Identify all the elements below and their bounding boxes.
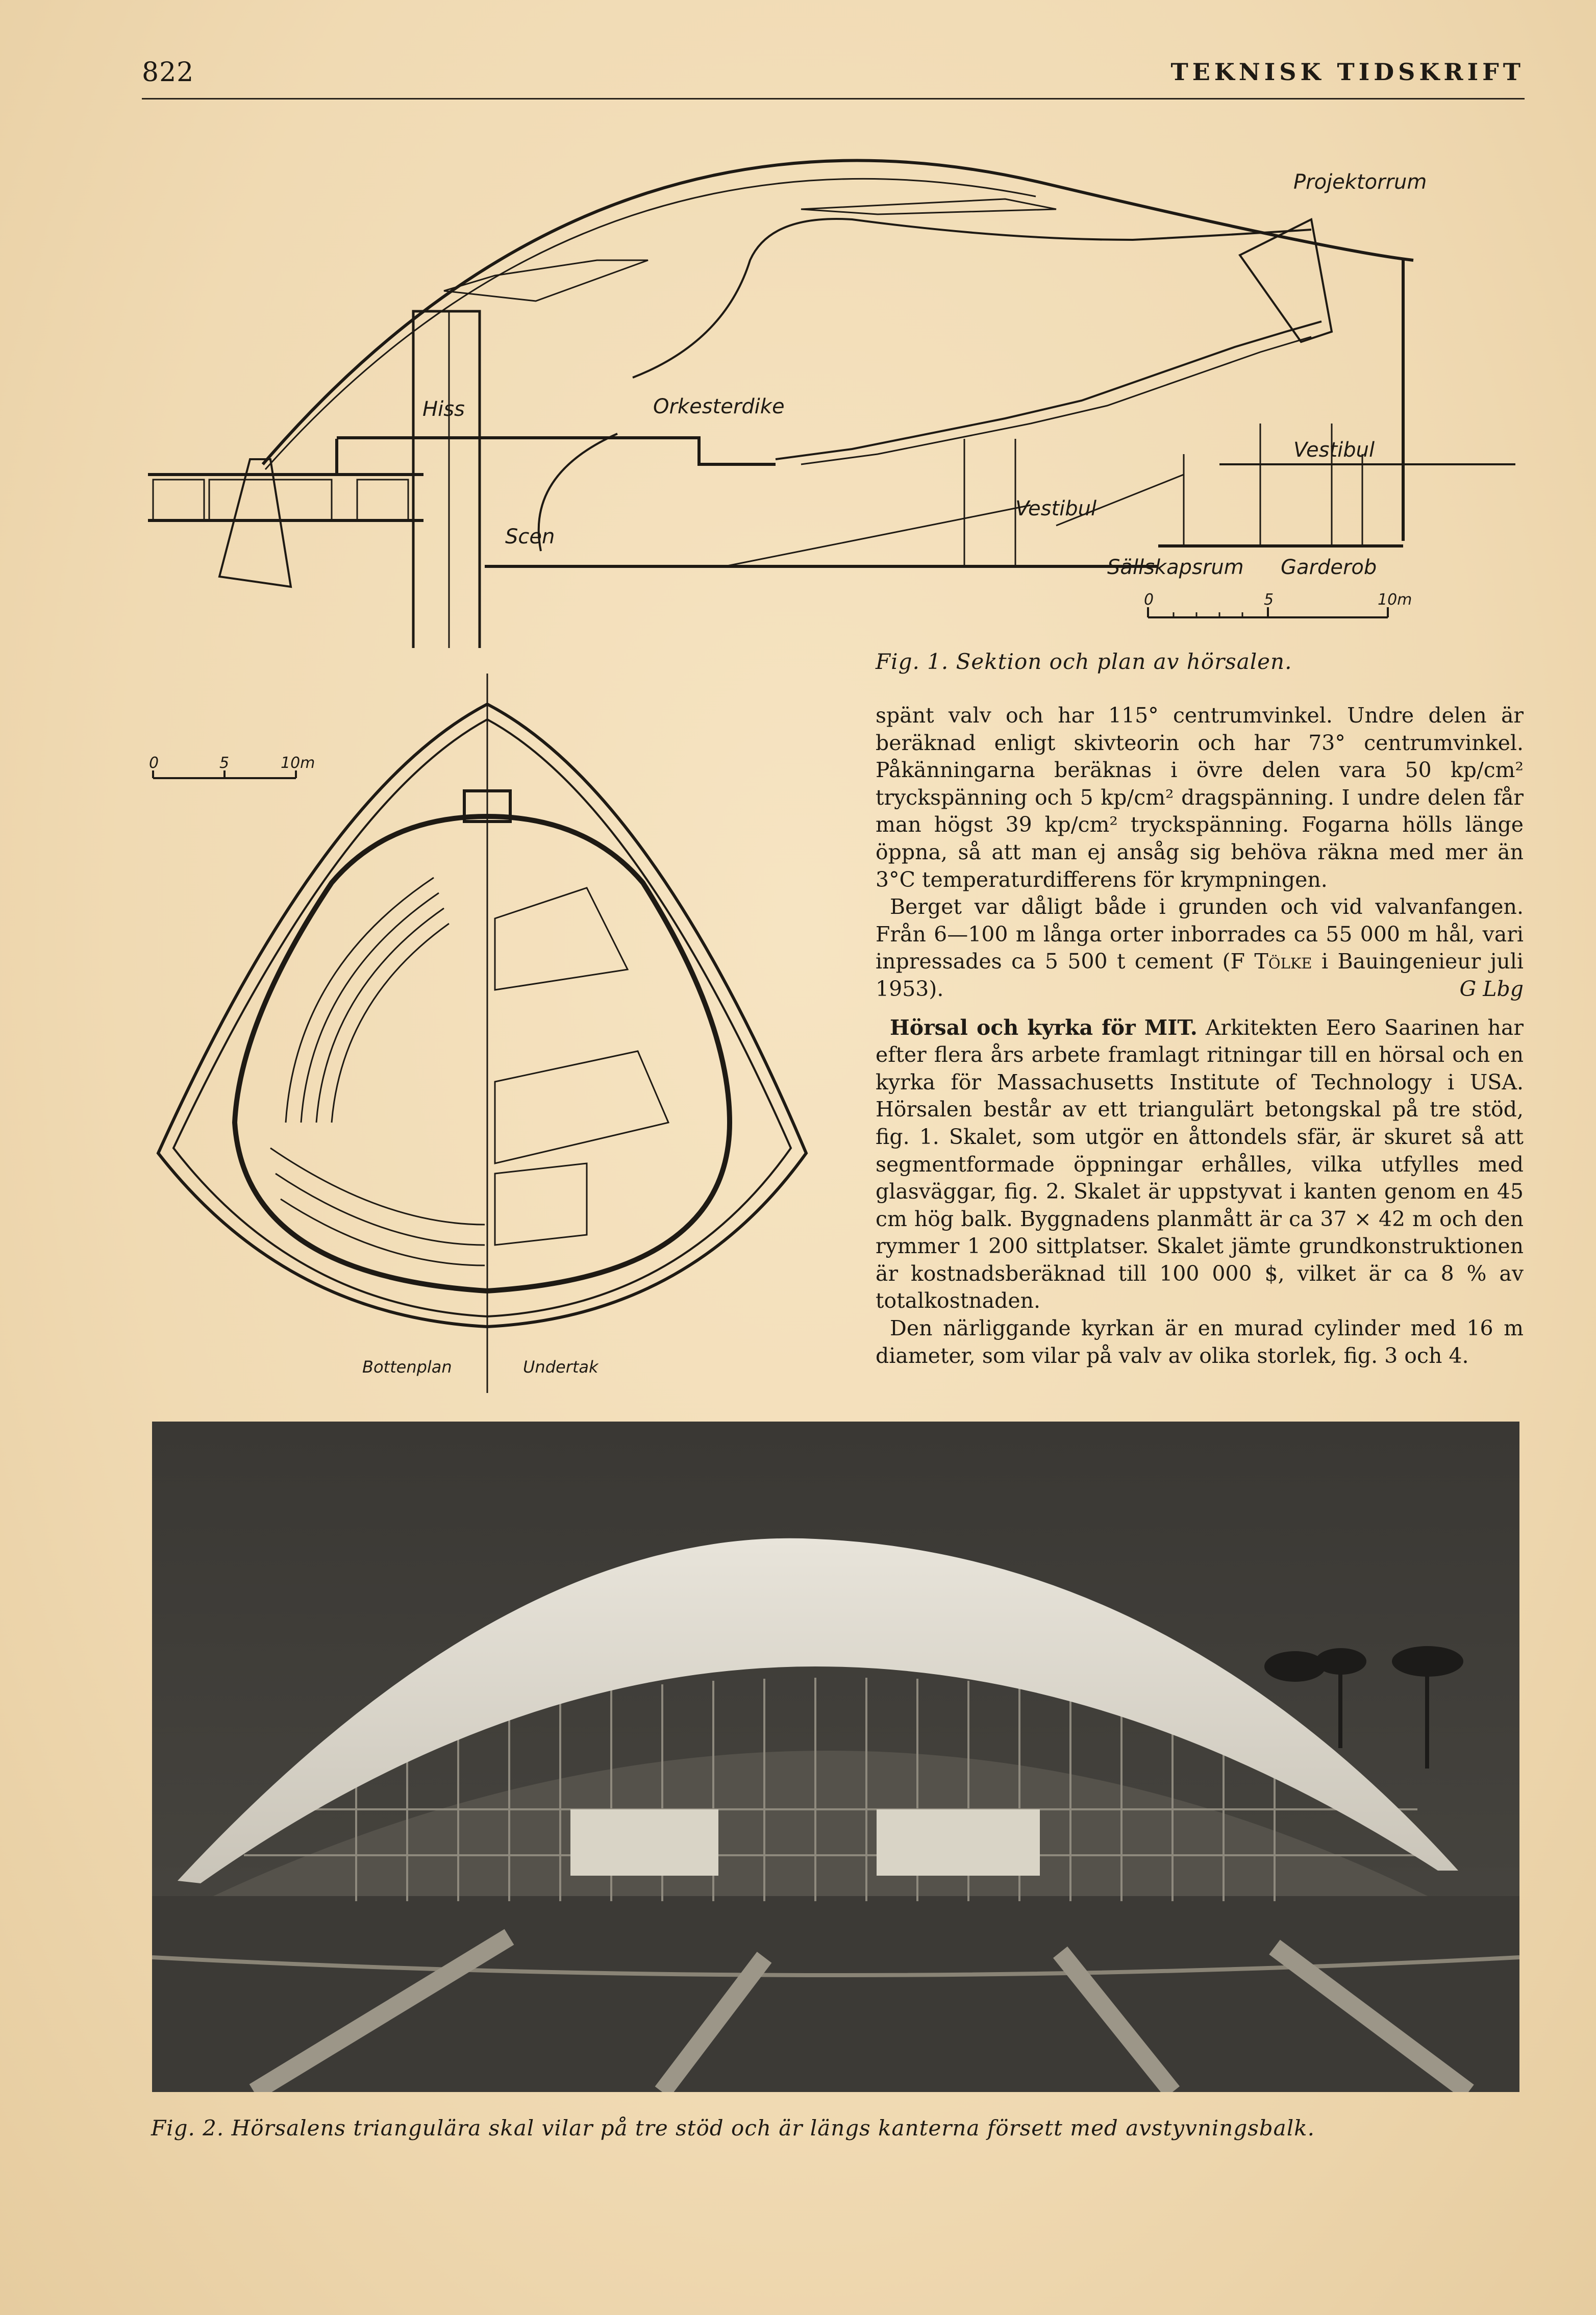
- running-head: TEKNISK TIDSKRIFT: [1170, 58, 1525, 86]
- scale-section-start: 0: [1144, 591, 1154, 609]
- label-sallskapsrum: Sällskapsrum: [1107, 556, 1244, 579]
- paragraph-3: [876, 1014, 1524, 1315]
- label-bottenplan: Bottenplan: [362, 1357, 452, 1377]
- plan-drawing: [128, 663, 837, 1393]
- scale-section-end: 10m: [1378, 591, 1412, 609]
- label-vestibul-lower: Vestibul: [1015, 497, 1097, 520]
- figure2-caption: Fig. 2. Hörsalens triangulära skal vilar på tre stöd och är längs kanterna försett med avstyvningsbalk.: [151, 2115, 1315, 2140]
- figure1-caption: Fig. 1. Sektion och plan av hörsalen.: [876, 649, 1292, 674]
- scale-section-mid: 5: [1264, 591, 1274, 609]
- paragraph-3-text: Arkitekten Eero Saarinen har efter flera års arbete framlagt ritningar till en hörsal och en kyrka för Massachusetts Institute of Technology i USA. Hörsalen består av ett triangulärt betongskal på tre stöd, fig. 1. Skalet, som utgör en åttondels sfär, är skuret så att segmentformade öppningar erhålles, vilka utfylles med glasväggar, fig. 2. Skalet är uppstyvat i kanten genom en 45 cm hög balk. Byggnadens planmått är ca 37 × 42 m och den rymmer 1 200 sittplatser. Skalet jämte grundkonstruktionen är kostnadsberäknad till 100 000 $, vilket är ca 8 % av totalkostnaden.: [876, 1015, 1524, 1313]
- label-orkesterdike: Orkesterdike: [653, 395, 785, 418]
- label-projektorrum: Projektorrum: [1293, 170, 1427, 194]
- paragraph-1: spänt valv och har 115° centrumvinkel. Undre delen är beräknad enligt skivteorin och har 73° centrumvinkel. Påkänningarna beräknas i övre delen vara 50 kp/cm² tryckspänning och 5 kp/cm² dragspänning. I undre delen får man högst 39 kp/cm² tryckspänning. Fogarna hölls länge öppna, så att man ej ansåg sig behöva räkna med mer än 3°C temperaturdifferens för krympningen.: [876, 703, 1524, 892]
- paragraph-2-text: Berget var dåligt både i grunden och vid valvanfangen. Från 6—100 m långa orter inborrades ca 55 000 m hål, vari inpressades ca 5 500 t cement (F: [876, 894, 1524, 974]
- label-garderob: Garderob: [1281, 556, 1377, 579]
- header-rule: [142, 98, 1525, 99]
- scale-plan-start: 0: [149, 754, 159, 772]
- paragraph-2-tail: i Bauingenieur juli 1953).: [876, 949, 1524, 1001]
- label-hiss: Hiss: [422, 397, 465, 421]
- paragraph-2: [876, 893, 1524, 1003]
- scale-plan-mid: 5: [219, 754, 230, 772]
- section-heading: Hörsal och kyrka för MIT.: [890, 1015, 1198, 1040]
- label-undertak: Undertak: [523, 1357, 598, 1377]
- article-text: [876, 702, 1524, 1370]
- scale-plan-end: 10m: [281, 754, 315, 772]
- auditorium-photo: [152, 1422, 1519, 2092]
- page-number: 822: [142, 57, 194, 88]
- author-name: Tölke: [1254, 949, 1312, 974]
- label-vestibul-upper: Vestibul: [1293, 438, 1375, 462]
- signature: G Lbg: [1459, 976, 1524, 1001]
- label-scen: Scen: [505, 525, 555, 549]
- section-drawing: [138, 107, 1531, 648]
- paragraph-4: Den närliggande kyrkan är en murad cylinder med 16 m diameter, som vilar på valv av olika storlek, fig. 3 och 4.: [876, 1316, 1524, 1368]
